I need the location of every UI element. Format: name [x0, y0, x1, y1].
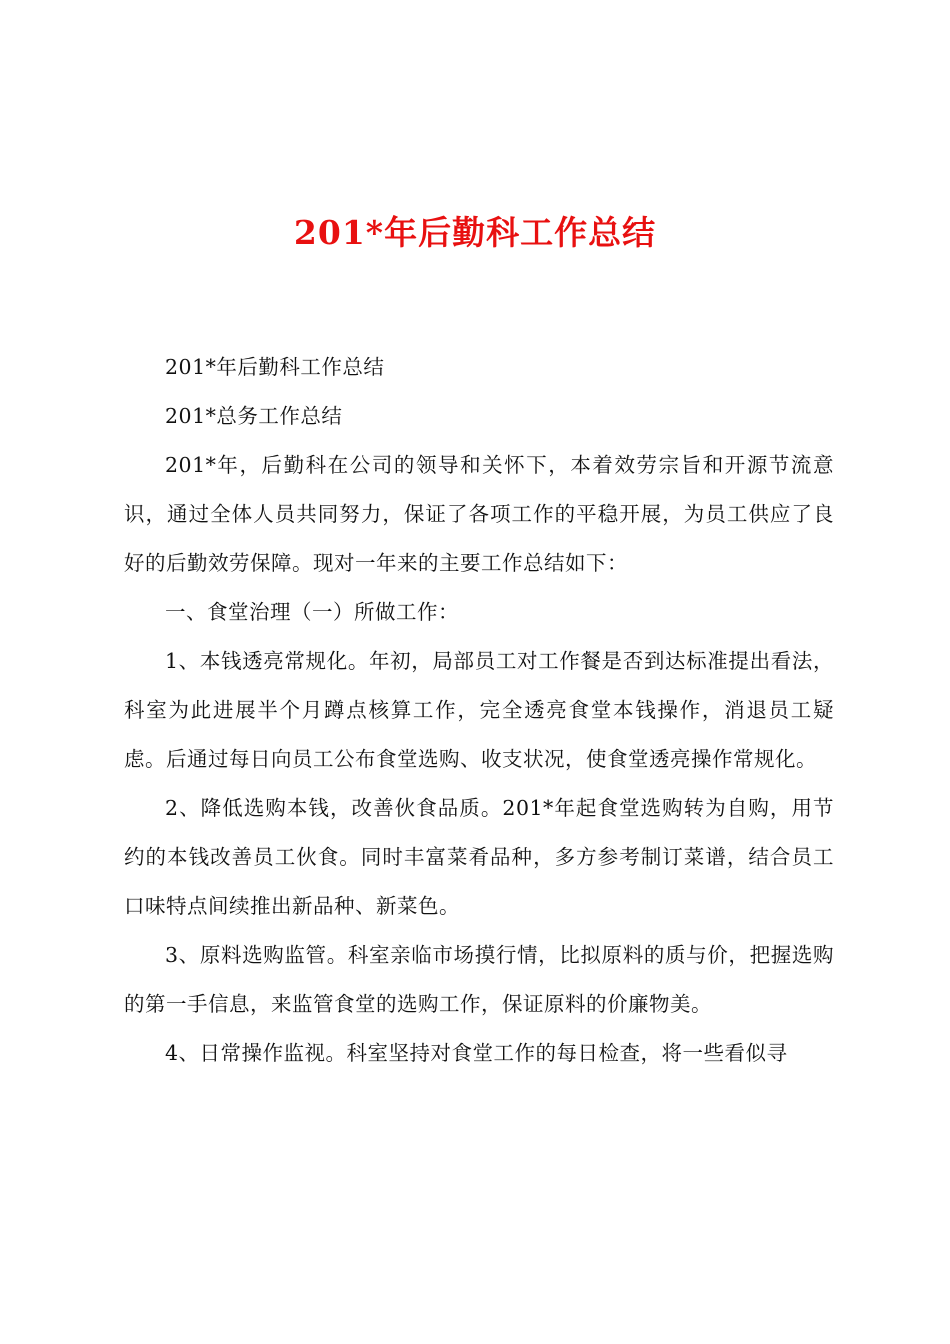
document-title: 201*年后勤科工作总结 — [293, 213, 657, 252]
paragraph: 201*总务工作总结 — [165, 404, 343, 428]
paragraph: 1、本钱透亮常规化。年初，局部员工对工作餐是否到达标准提出看法，科室为此进展半个月蹲点核算工作，完全透亮食堂本钱操作，消退员工疑虑。后通过每日向员工公布食堂选购、收支状况，使食堂透亮操作常规化。 — [124, 649, 834, 771]
paragraph: 2、降低选购本钱，改善伙食品质。201*年起食堂选购转为自购，用节约的本钱改善员工伙食。同时丰富菜肴品种，多方参考制订菜谱，结合员工口味特点间续推出新品种、新菜色。 — [124, 796, 834, 918]
paragraph: 3、原料选购监管。科室亲临市场摸行情，比拟原料的质与价，把握选购的第一手信息，来监管食堂的选购工作，保证原料的价廉物美。 — [124, 943, 834, 1016]
paragraph: 4、日常操作监视。科室坚持对食堂工作的每日检查，将一些看似寻 — [165, 1041, 788, 1065]
paragraph: 201*年后勤科工作总结 — [165, 355, 385, 379]
document-body — [124, 343, 834, 1078]
paragraph: 201*年，后勤科在公司的领导和关怀下，本着效劳宗旨和开源节流意识，通过全体人员共同努力，保证了各项工作的平稳开展，为员工供应了良好的后勤效劳保障。现对一年来的主要工作总结如下： — [124, 453, 834, 575]
paragraph: 一、食堂治理（一）所做工作： — [165, 600, 459, 624]
